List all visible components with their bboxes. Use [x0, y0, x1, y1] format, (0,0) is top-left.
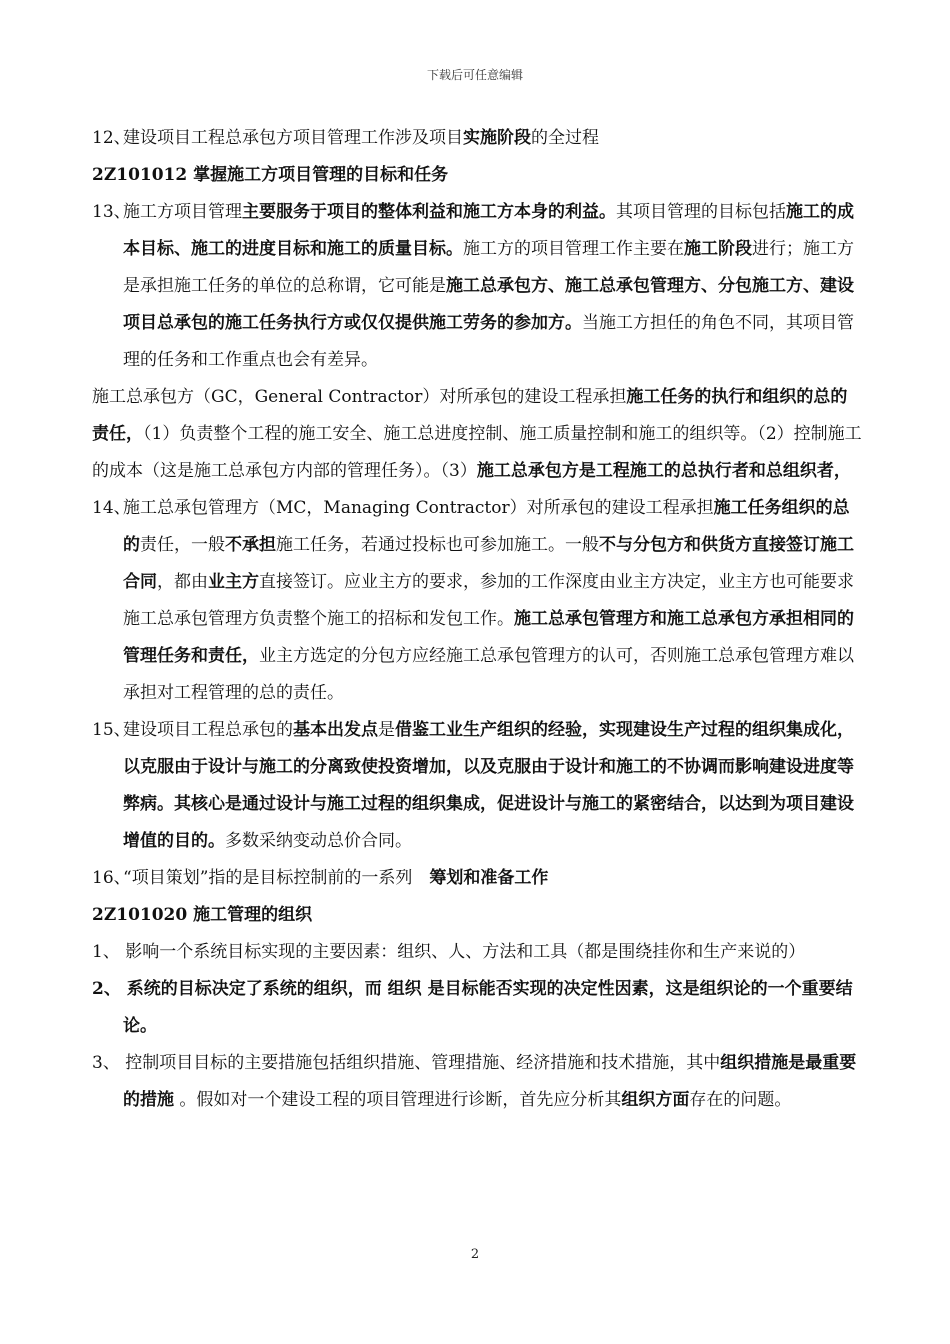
text-bold: 施工总承包方、施工总承包管理方、分包施工方、建设项目总承包的施工任务执行方或仅仅提供施工劳务的参加方。 — [123, 276, 854, 333]
item-number: 16、 — [92, 868, 131, 888]
item-15 — [92, 712, 864, 860]
text: 3、 控制项目目标的主要措施包括组织措施、管理措施、经济措施和技术措施，其中 — [92, 1053, 721, 1073]
text: 施工总承包方（GC，General Contractor）对所承包的建设工程承担 — [92, 387, 627, 407]
sub-item-2: 2、 系统的目标决定了系统的组织，而 组织 是目标能否实现的决定性因素，这是组织论的一个重要结论。 — [92, 979, 853, 1036]
text: 的全过程 — [531, 128, 599, 148]
text: 施工总承包管理方（MC，Managing Contractor）对所承包的建设工程承担 — [123, 498, 714, 518]
text: 存在的问题。 — [689, 1090, 792, 1110]
text-bold: 不承担 — [225, 535, 276, 555]
text-bold: 组织措施是最重要的措施 — [123, 1053, 857, 1110]
text: 多数采纳变动总价合同。 — [225, 831, 412, 851]
text: 施工任务，若通过投标也可参加施工。一般 — [276, 535, 599, 555]
item-number: 14、 — [92, 498, 131, 518]
text: 是 — [378, 720, 395, 740]
text: 施工方的项目管理工作主要在 — [463, 239, 684, 259]
item-number: 15、 — [92, 720, 131, 740]
document-body — [92, 120, 864, 1119]
item-12 — [92, 120, 864, 157]
text-bold: 实施阶段 — [463, 128, 531, 148]
text: 建设项目工程总承包的 — [123, 720, 293, 740]
text-bold: 业主方 — [208, 572, 259, 592]
text-bold: 不与分包方和供货方直接签订施工合同 — [123, 535, 854, 592]
text: （1）负责整个工程的施工安全、施工总进度控制、施工质量控制和施工的组织等。（2）控制施工的成本（这是施工总承包方内部的管理任务）。（3） — [92, 424, 862, 481]
text-bold: 基本出发点 — [293, 720, 378, 740]
text: 责任，一般 — [140, 535, 225, 555]
item-number: 13、 — [92, 202, 131, 222]
text-bold: 施工阶段 — [684, 239, 752, 259]
text-bold: 施工总承包管理方和施工总承包方承担相同的管理任务和责任， — [123, 609, 854, 666]
page-number: 2 — [470, 1247, 480, 1262]
text: 进行；施工方是承担施工任务的单位的总称谓，它可能是 — [123, 239, 854, 296]
item-number: 12、 — [92, 128, 131, 148]
text-bold: 借鉴工业生产组织的经验，实现建设生产过程的组织集成化，以克服由于设计与施工的分离致使投资增加，以及克服由于设计和施工的不协调而影响建设进度等弊病。其核心是通过设计与施工过程的组织集成，促进设计与施工的紧密结合，以达到为项目建设增值的目的。 — [123, 720, 854, 851]
item-16 — [92, 860, 864, 897]
text: 其项目管理的目标包括 — [616, 202, 786, 222]
text: 建设项目工程总承包方项目管理工作涉及项目 — [123, 128, 463, 148]
text: 直接签订。应业主方的要求，参加的工作深度由业主方决定，业主方也可能要求施工总承包管理方负责整个施工的招标和发包工作。 — [123, 572, 854, 629]
text-bold: 组织方面 — [621, 1090, 690, 1110]
text: 施工方项目管理 — [123, 202, 242, 222]
text: ，都由 — [157, 572, 208, 592]
sub-item-3 — [92, 1045, 864, 1119]
sub-item-1: 1、 影响一个系统目标实现的主要因素：组织、人、方法和工具（都是围绕挂你和生产来说的） — [92, 942, 806, 962]
text: 业主方选定的分包方应经施工总承包管理方的认可，否则施工总承包管理方难以承担对工程管理的总的责任。 — [123, 646, 854, 703]
text: “项目策划”指的是目标控制前的一系列 — [123, 868, 430, 888]
item-13 — [92, 194, 864, 379]
text-bold: 筹划和准备工作 — [429, 868, 549, 888]
page-header: 下载后可任意编辑 — [426, 68, 523, 82]
text-bold: 施工任务的执行和组织的总的责任， — [92, 387, 848, 444]
item-14 — [92, 490, 864, 712]
text: 当施工方担任的角色不同，其项目管理的任务和工作重点也会有差异。 — [123, 313, 854, 370]
text-bold: 主要服务于项目的整体利益和施工方本身的利益。 — [242, 202, 616, 222]
text-bold: 施工的成本目标、施工的进度目标和施工的质量目标。 — [123, 202, 854, 259]
text: 。假如对一个建设工程的项目管理进行诊断，首先应分析其 — [174, 1090, 622, 1110]
gc-paragraph — [92, 379, 864, 490]
text-bold: 施工任务组织的总的 — [123, 498, 850, 555]
section-heading-2: 2Z101020 施工管理的组织 — [92, 905, 313, 925]
section-heading-1: 2Z101012 掌握施工方项目管理的目标和任务 — [92, 165, 449, 185]
text-bold: 施工总承包方是工程施工的总执行者和总组织者， — [476, 461, 851, 481]
